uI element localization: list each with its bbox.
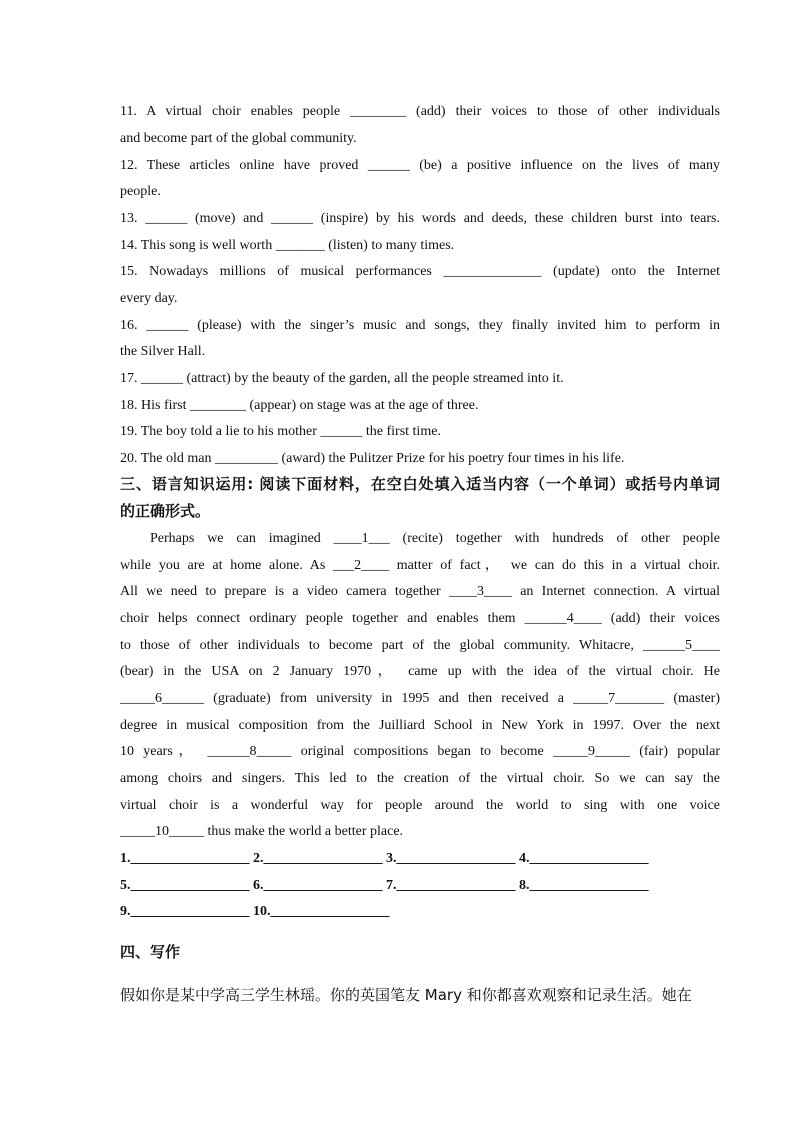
exercise-line: people. — [120, 184, 161, 199]
exercise-line: and become part of the global community. — [120, 131, 357, 146]
passage-line: while you are at home alone. As ___2____ matter of fact， we can do this in a virtual choir. — [120, 558, 720, 573]
answer-line: 5._________________ 6._________________ 7._________________ 8._________________ — [120, 878, 649, 893]
exercise-line: 20. The old man _________ (award) the Pulitzer Prize for his poetry four times in his life. — [120, 451, 625, 466]
passage-line: to those of other individuals to become part of the global community. Whitacre, ______5____ — [120, 638, 720, 653]
passage-line: degree in musical composition from the Juilliard School in New York in 1997. Over the next — [120, 718, 720, 733]
exercise-line: 14. This song is well worth _______ (listen) to many times. — [120, 238, 455, 253]
passage-line: _____10_____ thus make the world a better place. — [120, 824, 404, 839]
exercise-line: the Silver Hall. — [120, 344, 206, 359]
passage-line: (bear) in the USA on 2 January 1970， came up with the idea of the virtual choir. He — [120, 664, 720, 679]
exercise-line: 19. The boy told a lie to his mother ______ the first time. — [120, 424, 441, 439]
passage-line: All we need to prepare is a video camera together ____3____ an Internet connection. A virtual — [120, 584, 720, 599]
section-3-title-cont: 的正确形式。 — [120, 502, 211, 520]
passage-line: Perhaps we can imagined ____1___ (recite) together with hundreds of other people — [150, 531, 720, 546]
section-4-title: 四、写作 — [120, 943, 181, 961]
passage-line: choir helps connect ordinary people together and enables them ______4____ (add) their voices — [120, 611, 720, 626]
exercise-line: 18. His first ________ (appear) on stage was at the age of three. — [120, 398, 479, 413]
exercise-line: 15. Nowadays millions of musical performances ______________ (update) onto the Internet — [120, 264, 720, 279]
exercise-line: 12. These articles online have proved ______ (be) a positive influence on the lives of many — [120, 158, 720, 173]
section-3-title: 三、语言知识运用: 阅读下面材料，在空白处填入适当内容（一个单词）或括号内单词 — [120, 475, 720, 493]
exercise-line: 17. ______ (attract) by the beauty of the garden, all the people streamed into it. — [120, 371, 564, 386]
answer-line: 1._________________ 2._________________ 3._________________ 4._________________ — [120, 851, 649, 866]
exercise-line: every day. — [120, 291, 178, 306]
passage-line: _____6______ (graduate) from university in 1995 and then received a _____7_______ (master) — [120, 691, 720, 706]
passage-line: among choirs and singers. This led to the creation of the virtual choir. So we can say the — [120, 771, 720, 786]
writing-prompt-line: 假如你是某中学高三学生林瑶。你的英国笔友 Mary 和你都喜欢观察和记录生活。她在 — [120, 986, 692, 1004]
passage-line: 10 years， ______8_____ original compositions began to become _____9_____ (fair) popular — [120, 744, 720, 759]
exercise-line: 13. ______ (move) and ______ (inspire) by his words and deeds, these children burst into tears. — [120, 211, 720, 226]
exercise-line: 11. A virtual choir enables people ________ (add) their voices to those of other individuals — [120, 104, 720, 119]
answer-line: 9._________________ 10._________________ — [120, 904, 390, 919]
exercise-line: 16. ______ (please) with the singer’s music and songs, they finally invited him to perform in — [120, 318, 720, 333]
passage-line: virtual choir is a wonderful way for people around the world to sing with one voice — [120, 798, 720, 813]
